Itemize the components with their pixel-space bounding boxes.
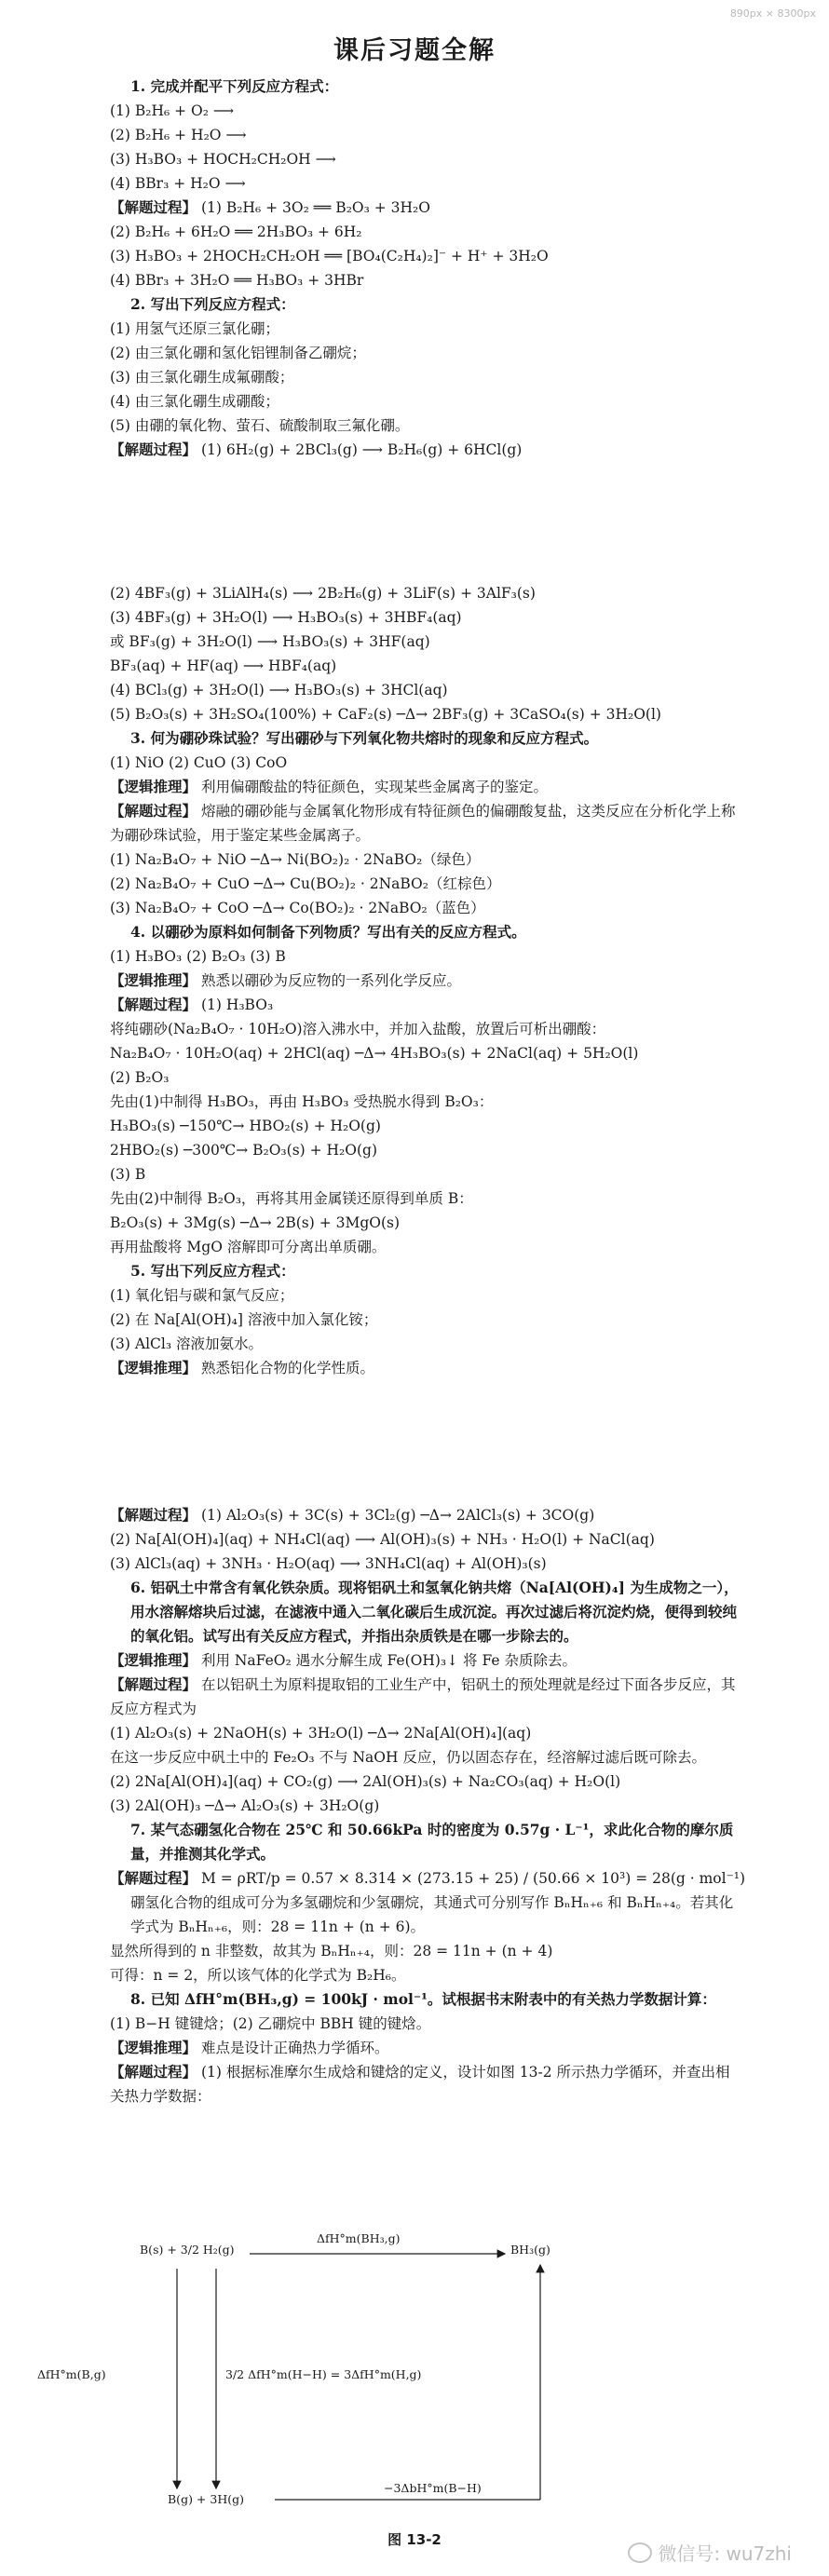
text-line: (2) 2Na[Al(OH)₄](aq) + CO₂(g) ⟶ 2Al(OH)₃(s) + Na₂CO₃(aq) + H₂O(l) (110, 1773, 621, 1790)
text-line: (2) B₂H₆ + H₂O ⟶ (110, 127, 247, 143)
text-line: (2) 在 Na[Al(OH)₄] 溶液中加入氯化铵； (110, 1311, 378, 1328)
section-tag: 【逻辑推理】 (110, 779, 197, 795)
section-tag: 【逻辑推理】 (110, 2040, 197, 2056)
text-line: 2. 写出下列反应方程式： (130, 295, 295, 313)
section-tag: 【解题过程】 (110, 2064, 197, 2081)
text-line: 7. 某气态硼氢化合物在 25℃ 和 50.66kPa 时的密度为 0.57g · L⁻¹，求此化合物的摩尔质量，并推测其化学式。 (130, 1821, 734, 1863)
text-line: (1) 用氢气还原三氯化硼； (110, 320, 279, 337)
text-line: (2) Na[Al(OH)₄](aq) + NH₄Cl(aq) ⟶ Al(OH)₃(s) + NH₃ · H₂O(l) + NaCl(aq) (110, 1531, 655, 1548)
text-line: (3) 由三氯化硼生成氟硼酸； (110, 369, 294, 386)
text-line: (3) B (110, 1166, 146, 1183)
text-line (110, 993, 743, 1017)
line-text: (1) 6H₂(g) + 2BCl₃(g) ⟶ B₂H₆(g) + 6HCl(g) (197, 441, 523, 458)
text-line: (5) B₂O₃(s) + 3H₂SO₄(100%) + CaF₂(s) ─Δ→ 2BF₃(g) + 3CaSO₄(s) + 3H₂O(l) (110, 706, 661, 723)
text-line: (4) BBr₃ + 3H₂O ══ H₃BO₃ + 3HBr (110, 272, 364, 289)
text-line: 可得：n = 2，所以该气体的化学式为 B₂H₆。 (110, 1967, 406, 1984)
text-line: (3) AlCl₃ 溶液加氨水。 (110, 1335, 263, 1352)
text-line: H₃BO₃(s) ─150℃→ HBO₂(s) + H₂O(g) (110, 1118, 381, 1134)
section-tag: 【解题过程】 (110, 1507, 197, 1524)
text-line: (3) 2Al(OH)₃ ─Δ→ Al₂O₃(s) + 3H₂O(g) (110, 1797, 380, 1814)
text-line: (2) Na₂B₄O₇ + CuO ─Δ→ Cu(BO₂)₂ · 2NaBO₂（红棕色） (110, 875, 501, 892)
text-line (110, 775, 743, 799)
diagram-bottom-left: B(g) + 3H(g) (168, 2492, 244, 2506)
text-line: B₂O₃(s) + 3Mg(s) ─Δ→ 2B(s) + 3MgO(s) (110, 1214, 401, 1231)
text-line: (2) 由三氯化硼和氢化铝锂制备乙硼烷； (110, 345, 366, 361)
text-line: 在这一步反应中矾土中的 Fe₂O₃ 不与 NaOH 反应，仍以固态存在，经溶解过滤后既可除去。 (110, 1749, 706, 1766)
text-line: 5. 写出下列反应方程式： (130, 1262, 295, 1280)
text-line: (1) B₂H₆ + O₂ ⟶ (110, 102, 235, 119)
text-line (110, 2036, 743, 2060)
blank-gap (110, 1380, 743, 1503)
figure-caption: 图 13-2 (387, 2531, 442, 2548)
section-tag: 【解题过程】 (110, 997, 197, 1013)
text-line: 显然所得到的 n 非整数，故其为 BₙHₙ₊₄，则：28 = 11n + (n + 4) (110, 1943, 553, 1959)
text-line: 3. 何为硼砂珠试验？写出硼砂与下列氧化物共熔时的现象和反应方程式。 (130, 729, 599, 747)
line-text: (1) Al₂O₃(s) + 3C(s) + 3Cl₂(g) ─Δ→ 2AlCl₃(s) + 3CO(g) (197, 1507, 595, 1524)
text-line: (1) Na₂B₄O₇ + NiO ─Δ→ Ni(BO₂)₂ · 2NaBO₂（绿色） (110, 851, 481, 868)
text-line: (4) BBr₃ + H₂O ⟶ (110, 175, 246, 192)
diagram-top-right: BH₃(g) (510, 2243, 550, 2257)
line-text: 利用偏硼酸盐的特征颜色，实现某些金属离子的鉴定。 (197, 779, 548, 795)
thermo-cycle-diagram (37, 2231, 661, 2516)
line-text: M = ρRT/p = 0.57 × 8.314 × (273.15 + 25) / (50.66 × 10³) = 28(g · mol⁻¹) (197, 1870, 746, 1887)
text-line: (3) H₃BO₃ + HOCH₂CH₂OH ⟶ (110, 151, 336, 168)
text-line (110, 1866, 746, 1891)
document-body (110, 75, 746, 2108)
text-line: 1. 完成并配平下列反应方程式： (130, 77, 339, 95)
text-line: BF₃(aq) + HF(aq) ⟶ HBF₄(aq) (110, 658, 337, 674)
line-text: 熔融的硼砂能与金属氧化物形成有特征颜色的偏硼酸复盐，这类反应在分析化学上称为硼砂珠试验，用于鉴定某些金属离子。 (110, 803, 736, 844)
text-line: 6. 铝矾土中常含有氧化铁杂质。现将铝矾土和氢氧化钠共熔（Na[Al(OH)₄] 为生成物之一），用水溶解熔块后过滤，在滤液中通入二氧化碳后生成沉淀。再次过滤后将沉淀灼烧，便得到较纯的氧化铝。试写出有关反应方程式，并指出杂质铁是在哪一步除去的。 (130, 1579, 739, 1645)
text-line: (3) H₃BO₃ + 2HOCH₂CH₂OH ══ [BO₄(C₂H₄)₂]⁻ + H⁺ + 3H₂O (110, 248, 549, 264)
page-title: 课后习题全解 (333, 36, 496, 65)
line-text: 在以铝矾土为原料提取铝的工业生产中，铝矾土的预处理就是经过下面各步反应，其反应方程式为 (110, 1676, 736, 1717)
text-line: (3) AlCl₃(aq) + 3NH₃ · H₂O(aq) ⟶ 3NH₄Cl(aq) + Al(OH)₃(s) (110, 1555, 547, 1572)
text-line: (1) 氧化铝与碳和氯气反应； (110, 1287, 294, 1304)
text-line: (3) Na₂B₄O₇ + CoO ─Δ→ Co(BO₂)₂ · 2NaBO₂（蓝色） (110, 900, 485, 916)
text-line: 或 BF₃(g) + 3H₂O(l) ⟶ H₃BO₃(s) + 3HF(aq) (110, 633, 430, 650)
text-line: (1) H₃BO₃ (2) B₂O₃ (3) B (110, 948, 286, 965)
text-line: (1) Al₂O₃(s) + 2NaOH(s) + 3H₂O(l) ─Δ→ 2Na[Al(OH)₄](aq) (110, 1725, 532, 1742)
text-line (110, 969, 743, 993)
line-text: 难点是设计正确热力学循环。 (197, 2040, 389, 2056)
text-line: (3) 4BF₃(g) + 3H₂O(l) ⟶ H₃BO₃(s) + 3HBF₄(aq) (110, 609, 462, 626)
text-line: 先由(1)中制得 H₃BO₃，再由 H₃BO₃ 受热脱水得到 B₂O₃： (110, 1093, 494, 1110)
section-tag: 【解题过程】 (110, 1870, 197, 1887)
wechat-icon (628, 2542, 652, 2563)
text-line: (1) NiO (2) CuO (3) CoO (110, 754, 288, 771)
text-line (110, 1673, 743, 1721)
text-line (110, 799, 743, 847)
text-line: (4) 由三氯化硼生成硼酸； (110, 393, 279, 410)
section-tag: 【逻辑推理】 (110, 972, 197, 989)
text-line: (2) B₂H₆ + 6H₂O ══ 2H₃BO₃ + 6H₂ (110, 224, 362, 240)
line-text: (1) H₃BO₃ (197, 997, 274, 1013)
text-line: 先由(2)中制得 B₂O₃，再将其用金属镁还原得到单质 B： (110, 1190, 473, 1207)
section-tag: 【解题过程】 (110, 441, 197, 458)
blank-gap (110, 462, 743, 581)
text-line: 4. 以硼砂为原料如何制备下列物质？写出有关的反应方程式。 (130, 923, 526, 941)
section-tag: 【逻辑推理】 (110, 1652, 197, 1669)
diagram-bottom-arrow-label: −3ΔbH°m(B−H) (384, 2481, 482, 2495)
text-line: (5) 由硼的氧化物、萤石、硫酸制取三氟化硼。 (110, 417, 410, 434)
line-text: 熟悉铝化合物的化学性质。 (197, 1360, 374, 1376)
line-text: 利用 NaFeO₂ 遇水分解生成 Fe(OH)₃↓ 将 Fe 杂质除去。 (197, 1652, 577, 1669)
text-line (110, 1648, 743, 1673)
text-line (110, 196, 743, 220)
section-tag: 【逻辑推理】 (110, 1360, 197, 1376)
text-line (110, 1356, 743, 1380)
text-line: 8. 已知 ΔfH°m(BH₃,g) = 100kJ · mol⁻¹。试根据书末附表中的有关热力学数据计算： (130, 1990, 716, 2008)
watermark-text: 微信号: wu7zhi (658, 2542, 792, 2565)
text-line (110, 438, 743, 462)
watermark (628, 2539, 792, 2566)
text-line (110, 2060, 743, 2108)
diagram-top-left: B(s) + 3/2 H₂(g) (140, 2243, 235, 2257)
diagram-left-arrow-label: ΔfH°m(B,g) (37, 2367, 106, 2381)
diagram-mid-arrow-label: 3/2 ΔfH°m(H−H) = 3ΔfH°m(H,g) (225, 2367, 422, 2381)
text-line: 将纯硼砂(Na₂B₄O₇ · 10H₂O)溶入沸水中，并加入盐酸，放置后可析出硼酸： (110, 1021, 606, 1037)
text-line (110, 1503, 743, 1527)
text-line: (1) B−H 键键焓；(2) 乙硼烷中 BBH 键的键焓。 (110, 2015, 431, 2032)
diagram-top-arrow-label: ΔfH°m(BH₃,g) (317, 2231, 401, 2245)
text-line: (2) 4BF₃(g) + 3LiAlH₄(s) ⟶ 2B₂H₆(g) + 3LiF(s) + 3AlF₃(s) (110, 585, 536, 602)
text-line: (4) BCl₃(g) + 3H₂O(l) ⟶ H₃BO₃(s) + 3HCl(aq) (110, 682, 448, 698)
section-tag: 【解题过程】 (110, 803, 197, 820)
text-line: 再用盐酸将 MgO 溶解即可分离出单质硼。 (110, 1239, 387, 1255)
section-tag: 【解题过程】 (110, 199, 197, 216)
text-line: Na₂B₄O₇ · 10H₂O(aq) + 2HCl(aq) ─Δ→ 4H₃BO₃(s) + 2NaCl(aq) + 5H₂O(l) (110, 1045, 639, 1062)
image-size-mark: 890px × 8300px (729, 7, 816, 20)
text-line: 硼氢化合物的组成可分为多氢硼烷和少氢硼烷，其通式可分别写作 BₙHₙ₊₆ 和 BₙHₙ₊₄。若其化学式为 BₙHₙ₊₆，则：28 = 11n + (n + 6)。 (130, 1894, 734, 1935)
line-text: 熟悉以硼砂为反应物的一系列化学反应。 (197, 972, 461, 989)
section-tag: 【解题过程】 (110, 1676, 197, 1693)
text-line: (2) B₂O₃ (110, 1069, 170, 1086)
line-text: (1) B₂H₆ + 3O₂ ══ B₂O₃ + 3H₂O (197, 199, 430, 216)
line-text: (1) 根据标准摩尔生成焓和键焓的定义，设计如图 13-2 所示热力学循环，并查出相关热力学数据： (110, 2064, 730, 2105)
text-line: 2HBO₂(s) ─300℃→ B₂O₃(s) + H₂O(g) (110, 1142, 377, 1159)
